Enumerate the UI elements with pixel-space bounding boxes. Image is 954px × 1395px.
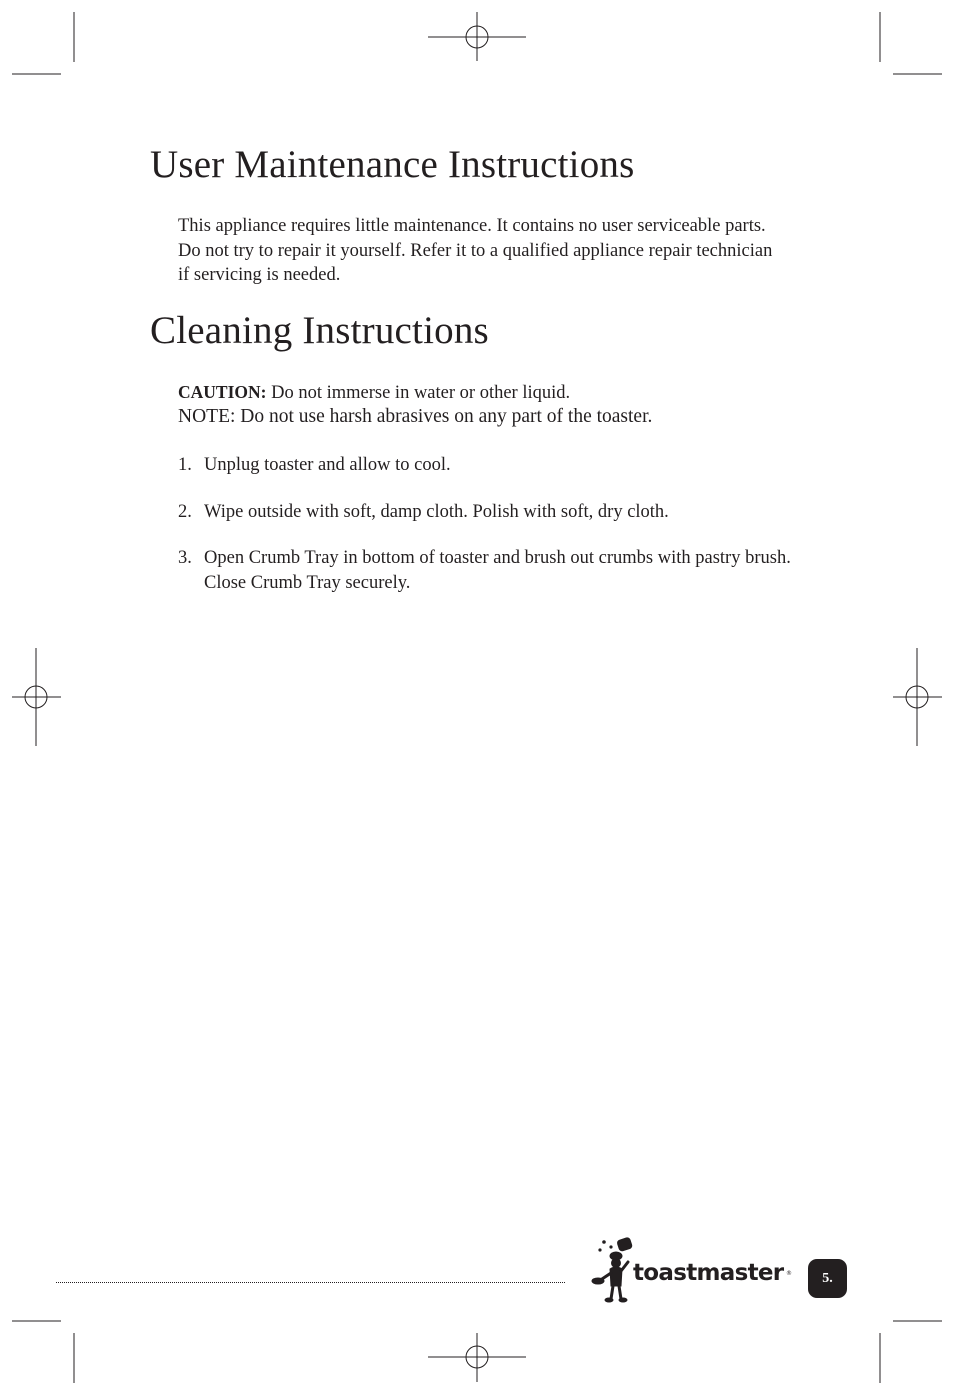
- registered-mark: ®: [786, 1270, 792, 1277]
- list-item-number: 1.: [178, 455, 192, 475]
- list-item-number: 2.: [178, 502, 192, 522]
- list-item: [178, 500, 818, 525]
- caution-label: CAUTION:: [178, 382, 267, 402]
- brand-wordmark: toastmaster: [633, 1260, 784, 1286]
- heading-user-maintenance: User Maintenance Instructions: [150, 143, 635, 186]
- list-item: [178, 546, 818, 596]
- page-number-badge: 5.: [808, 1259, 847, 1298]
- list-item-text: Open Crumb Tray in bottom of toaster and brush out crumbs with pastry brush. Close Crumb Tray securely.: [204, 548, 791, 593]
- note-line: NOTE: Do not use harsh abrasives on any part of the toaster.: [178, 406, 653, 427]
- caution-text: Do not immerse in water or other liquid.: [266, 383, 571, 403]
- heading-cleaning: Cleaning Instructions: [150, 309, 489, 352]
- toastmaster-chef-icon: [590, 1236, 634, 1304]
- list-item-number: 3.: [178, 548, 192, 568]
- maintenance-paragraph: This appliance requires little maintenance. It contains no user serviceable parts. Do not try to repair it yourself. Refer it to a qualified appliance repair technician if servicing is needed.: [178, 216, 773, 285]
- toastmaster-logo: [590, 1236, 800, 1304]
- list-item: [178, 453, 818, 478]
- list-item-text: Unplug toaster and allow to cool.: [204, 455, 451, 475]
- caution-line: [178, 380, 778, 406]
- list-item-text: Wipe outside with soft, damp cloth. Polish with soft, dry cloth.: [204, 502, 669, 522]
- footer-dotted-rule: [56, 1282, 565, 1283]
